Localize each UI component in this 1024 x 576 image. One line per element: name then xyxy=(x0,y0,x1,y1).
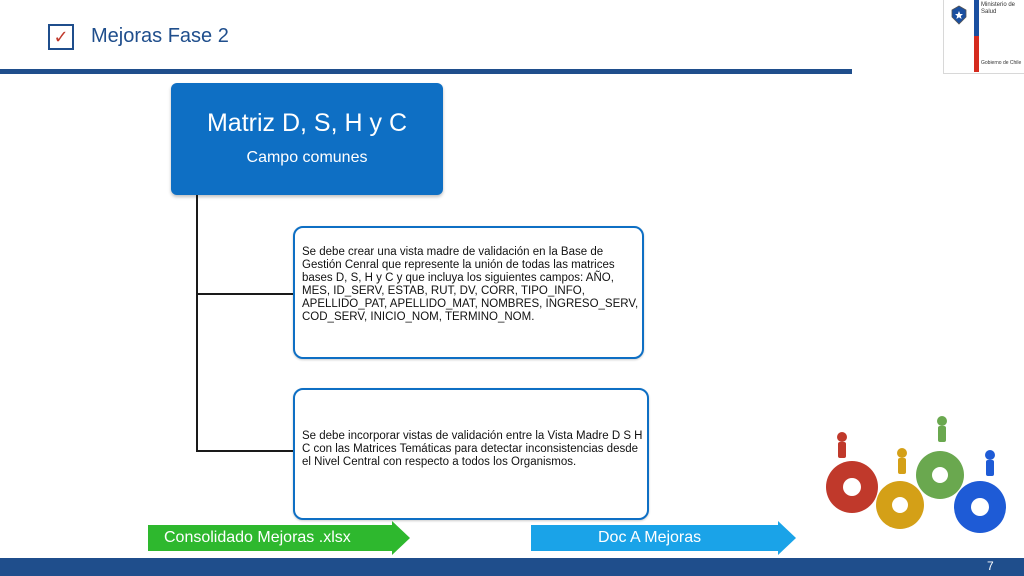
child-box-validation-views xyxy=(293,388,649,520)
logo-red-bar xyxy=(974,36,979,72)
main-box-title: Matriz D, S, H y C xyxy=(206,109,407,137)
logo-line2: Salud xyxy=(981,9,997,15)
check-icon xyxy=(48,24,74,50)
header-divider xyxy=(0,69,852,74)
arrow-head xyxy=(392,521,410,555)
doc-mejoras-arrow-label: Doc A Mejoras xyxy=(598,529,702,546)
child-box-text: Se debe incorporar vistas de validación entre la Vista Madre D S H C con las Matrices Temáticas para detectar inconsistencias desde el Nivel Central con respecto a todos los Organismos. xyxy=(302,430,643,468)
doc-mejoras-arrow[interactable] xyxy=(531,521,796,555)
page-title: Mejoras Fase 2 xyxy=(91,25,229,47)
page-number: 7 xyxy=(987,559,994,573)
check-symbol: ✓ xyxy=(53,26,69,48)
ministry-logo xyxy=(943,0,1024,74)
crest-icon xyxy=(948,4,970,26)
footer-bar xyxy=(0,558,1024,576)
logo-text xyxy=(981,2,1023,16)
connector-horizontal-1 xyxy=(196,293,294,295)
matrix-main-box xyxy=(171,83,443,195)
logo-subtitle: Gobierno de Chile xyxy=(981,60,1022,66)
logo-blue-bar xyxy=(974,0,979,36)
child-box-view-creation xyxy=(293,226,644,359)
connector-horizontal-2 xyxy=(196,450,294,452)
arrow-head xyxy=(778,521,796,555)
child-box-text: Se debe crear una vista madre de validación en la Base de Gestión Cenral que represente la unión de todas las matrices bases D, S, H y C y que incluya los siguientes campos: AÑO, MES, ID_SERV, ESTAB, RUT, DV, CORR, TIPO_INFO, APELLIDO_PAT, APELLIDO_MAT, NOMBRES, INGRESO_SERV, COD_SERV, INICIO_NOM, TERMINO_NOM. xyxy=(302,246,639,323)
consolidado-arrow-label: Consolidado Mejoras .xlsx xyxy=(164,529,351,546)
consolidado-arrow[interactable] xyxy=(148,521,410,555)
logo-line1: Ministerio de xyxy=(981,2,1016,8)
connector-vertical xyxy=(196,195,198,451)
gears-teamwork-icon xyxy=(818,415,1014,545)
main-box-subtitle: Campo comunes xyxy=(246,149,368,166)
